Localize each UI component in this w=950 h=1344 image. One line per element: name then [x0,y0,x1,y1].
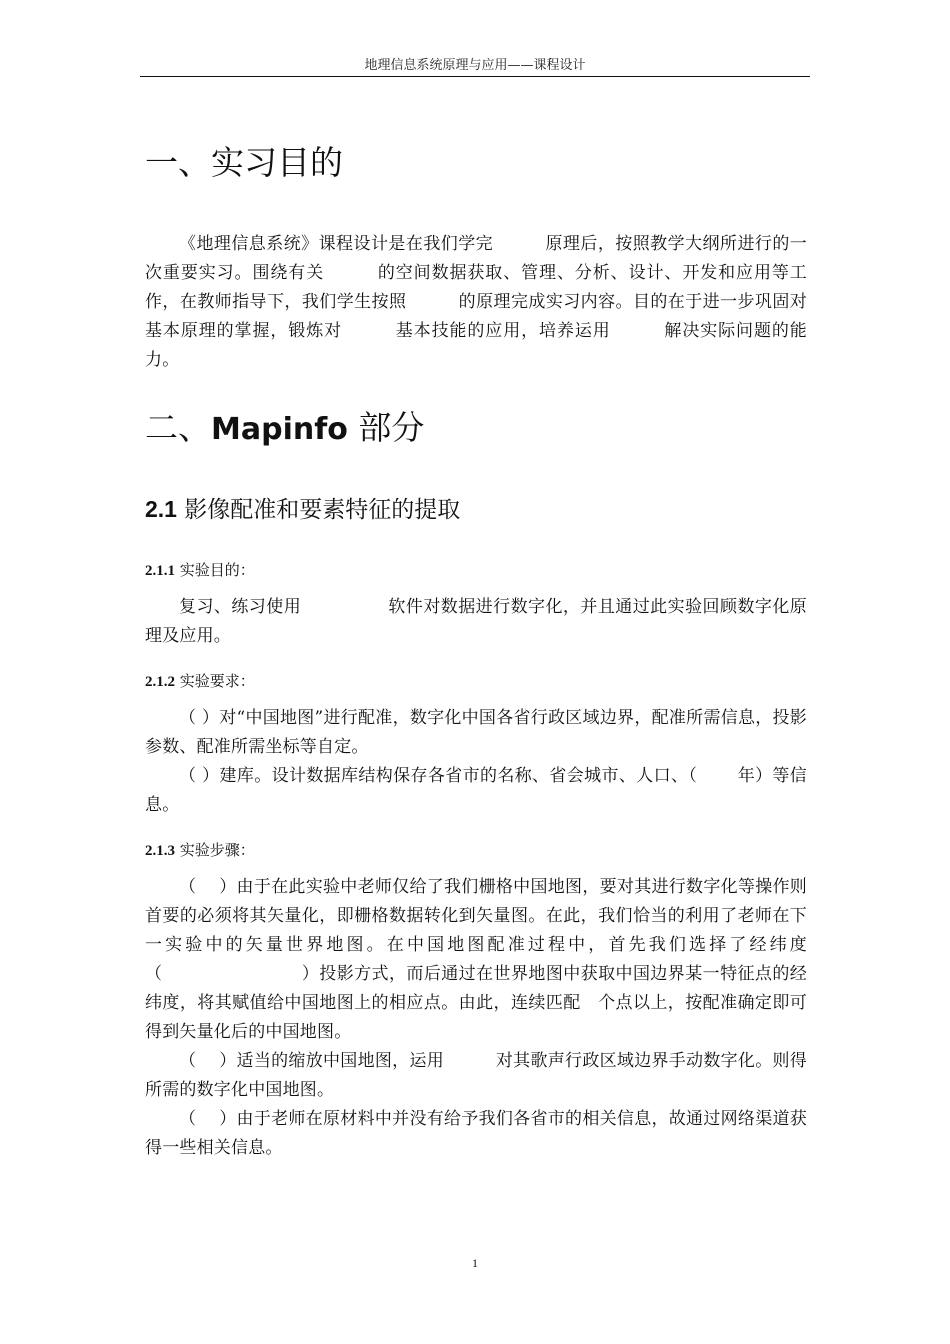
subsection-2-1-1-number: 2.1.1 [145,563,175,579]
subsection-2-1-2-number: 2.1.2 [145,674,175,690]
subsection-2-1-1-paragraph: 复习、练习使用 软件对数据进行数字化，并且通过此实验回顾数字化原理及应用。 [145,597,807,646]
section-2-heading-latin: Mapinfo [211,412,348,447]
subsection-2-1-1-title: 实验目的： [175,561,255,579]
section-1-paragraph: 《地理信息系统》课程设计是在我们学完 原理后，按照教学大纲所进行的一次重要实习。围绕有关 的空间数据获取、管理、分析、设计、开发和应用等工作，在教师指导下，我们学生按照 的原理完成实习内容。目的在于进一步巩固对 基本原理的掌握，锻炼对 基本技能的应用，培养运用 解决实际问题的能力。 [145,234,859,370]
step-1: （ ）由于在此实验中老师仅给了我们栅格中国地图，要对其进行数字化等操作则首要的必须将其矢量化，即栅格数据转化到矢量图。在此，我们恰当的利用了老师在下一实验中的矢量世界地图。在中国地图配准过程中，首先我们选择了经纬度（ ）投影方式，而后通过在世界地图中获取中国边界某一特征点的经纬度，将其赋值给中国地图上的相应点。由此，连续匹配 个点以上，按配准确定即可得到矢量化后的中国地图。 [145,877,807,1042]
section-1-heading: 一、实习目的 [145,143,343,182]
section-2-heading-prefix: 二、 [145,408,211,447]
page-header: 地理信息系统原理与应用——课程设计 [364,58,586,73]
section-2-heading-suffix: 部分 [347,408,425,447]
subsection-2-1-3-body [145,873,807,1163]
subsection-2-1-heading [145,491,807,528]
subsection-2-1-title: 影像配准和要素特征的提取 [176,497,461,523]
subsection-2-1-2-heading [145,669,807,694]
subsection-2-1-1-body [145,593,807,651]
header-rule [140,76,810,77]
subsection-2-1-2-body [145,704,807,820]
subsection-2-1-3-title: 实验步骤： [175,841,255,859]
section-2-heading [145,403,807,455]
subsection-2-1-3-number: 2.1.3 [145,843,175,859]
subsection-2-1-1-heading [145,558,807,583]
step-3: （ ）由于老师在原材料中并没有给予我们各省市的相关信息，故通过网络渠道获得一些相关信息。 [145,1109,807,1158]
page-number: 1 [472,1256,478,1270]
requirement-1: （ ）对“中国地图”进行配准，数字化中国各省行政区域边界，配准所需信息，投影参数、配准所需坐标等自定。 [145,708,807,757]
subsection-2-1-number: 2.1 [145,496,177,522]
step-2: （ ）适当的缩放中国地图，运用 对其歌声行政区域边界手动数字化。则得所需的数字化中国地图。 [145,1051,807,1100]
document-body [145,138,859,1163]
subsection-2-1-3-heading [145,838,807,863]
subsection-2-1-2-title: 实验要求： [175,672,255,690]
requirement-2: （ ）建库。设计数据库结构保存各省市的名称、省会城市、人口、（ 年）等信息。 [145,766,807,815]
